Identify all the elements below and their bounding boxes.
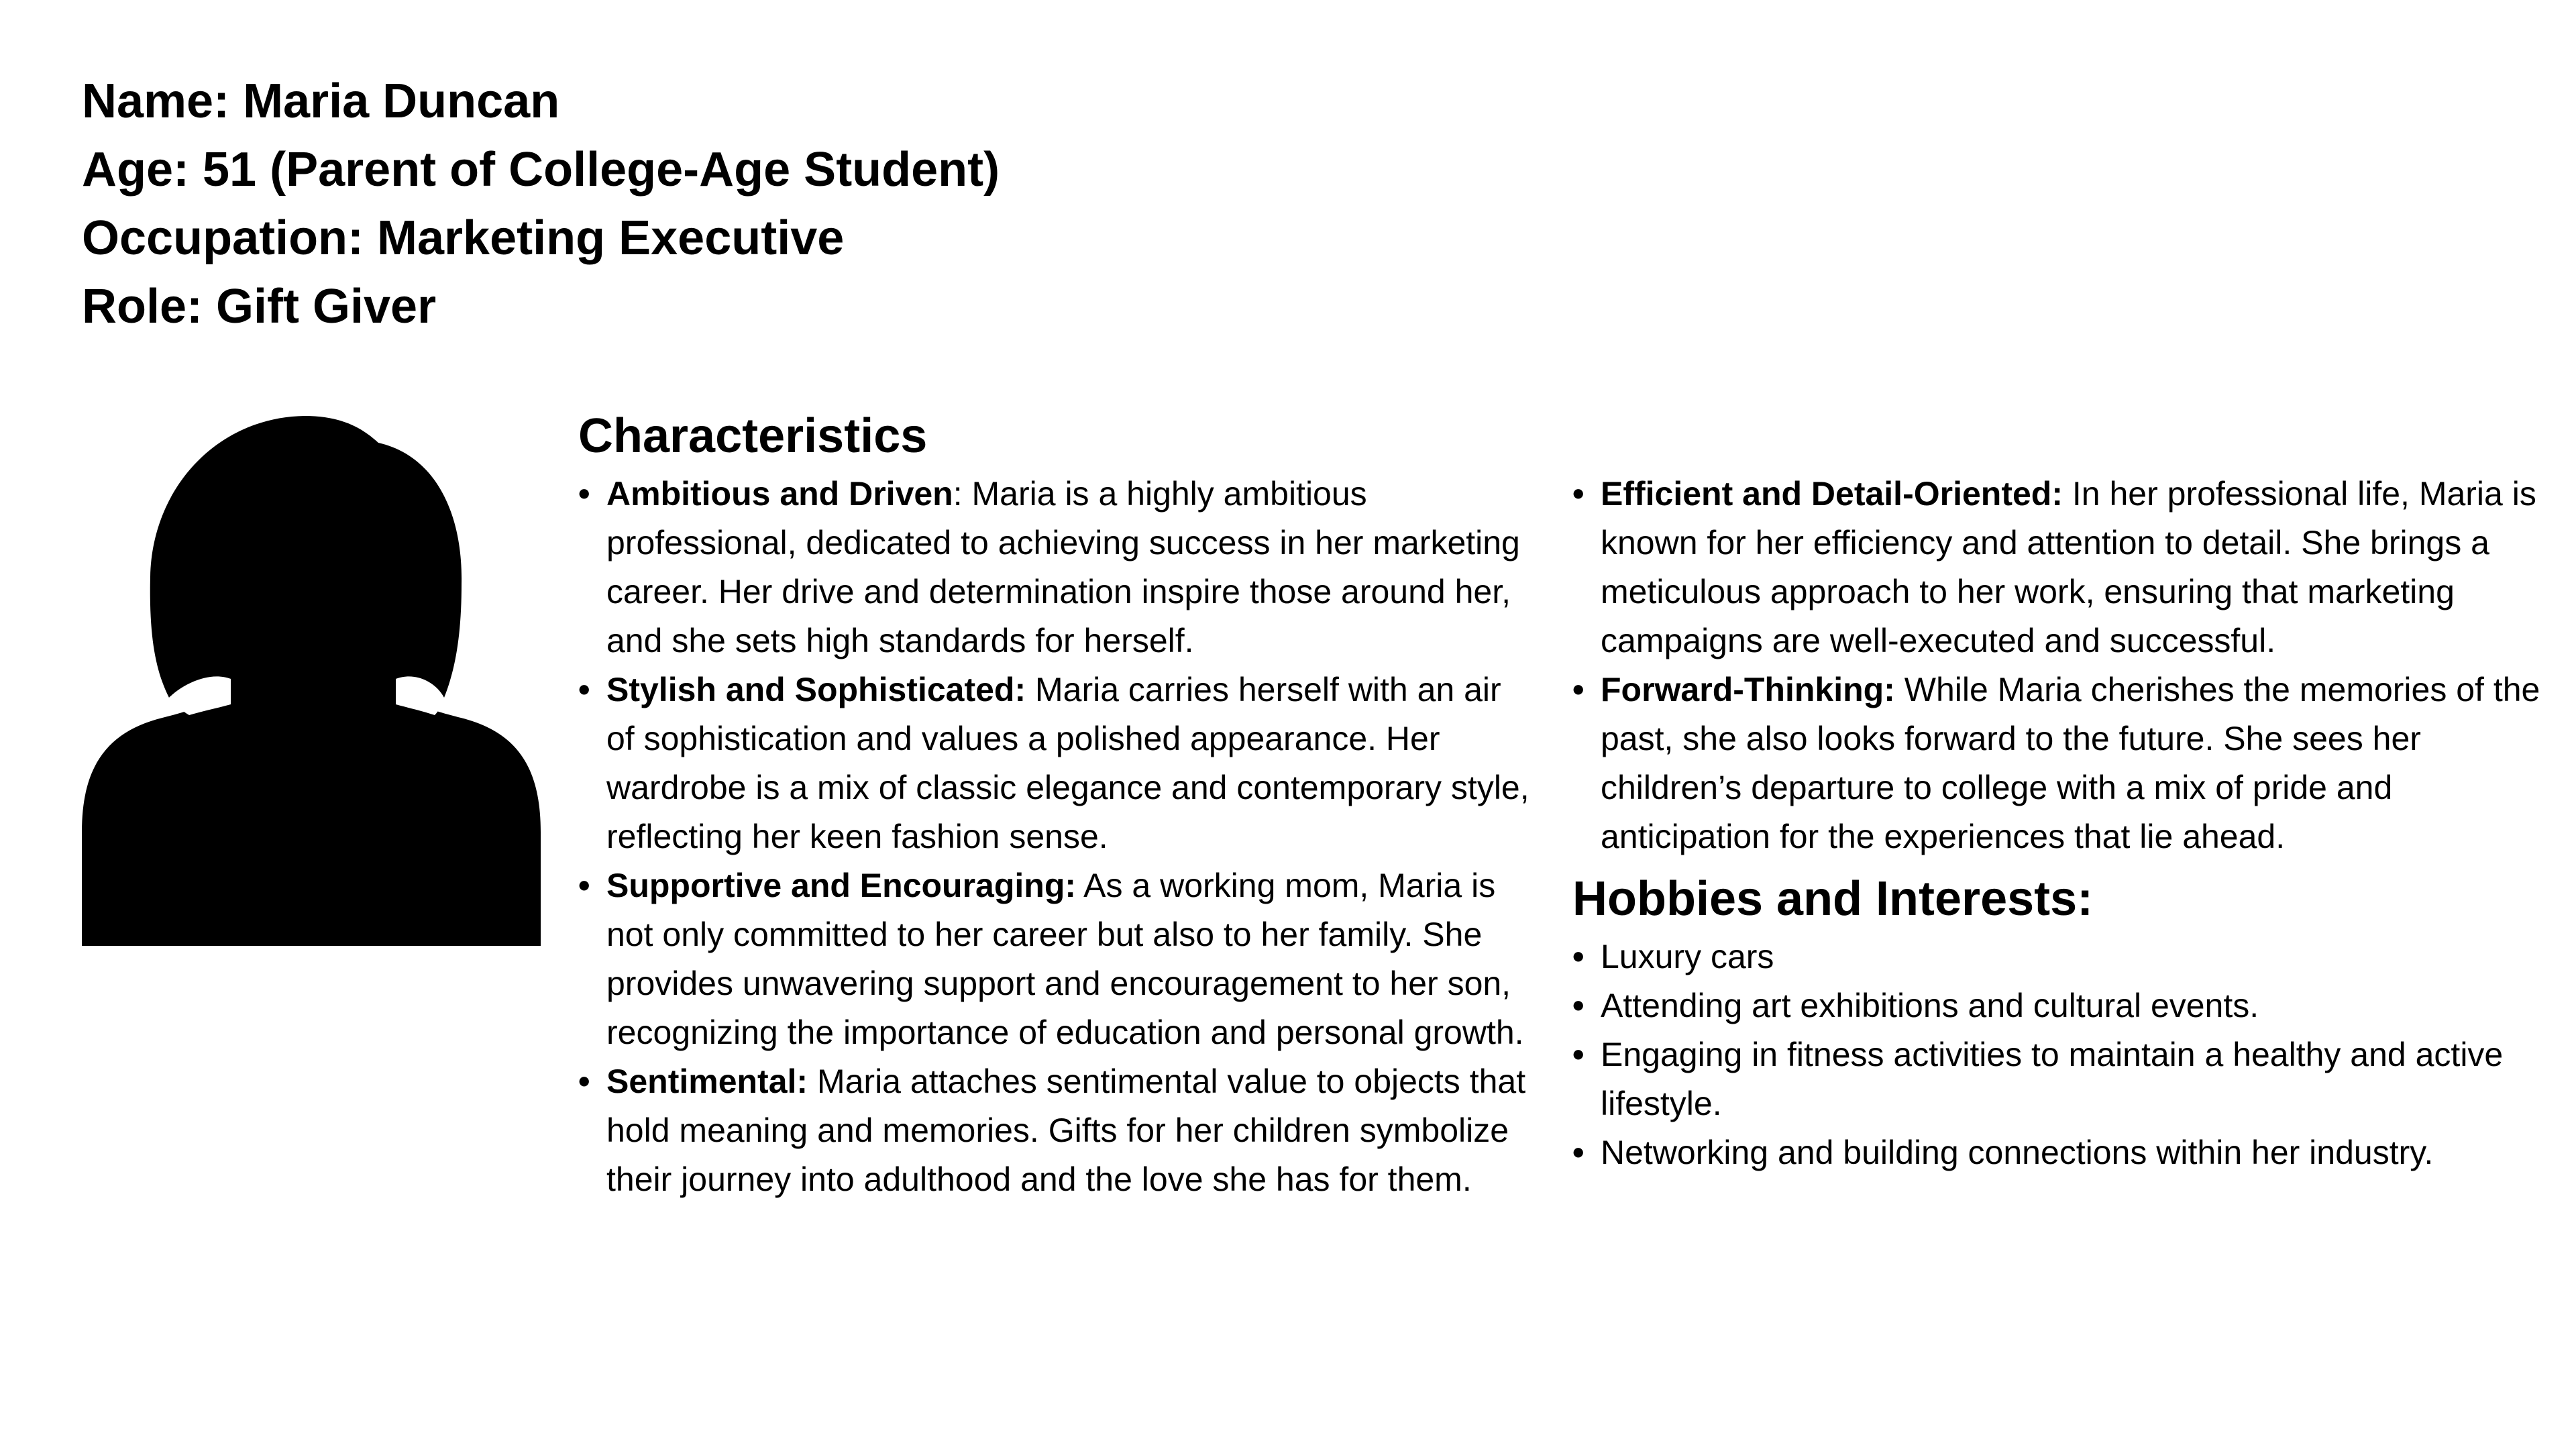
- hobby-text: Networking and building connections within her industry.: [1601, 1134, 2434, 1171]
- list-item: [578, 1057, 1538, 1204]
- list-item: [1572, 665, 2552, 861]
- bullet-icon: •: [578, 867, 590, 904]
- hobby-text: Attending art exhibitions and cultural events.: [1601, 987, 2259, 1024]
- characteristics-list: [578, 470, 1538, 1204]
- bullet-icon: •: [1572, 671, 1585, 708]
- persona-name: Name: Maria Duncan: [82, 74, 560, 128]
- characteristic-separator: [2063, 475, 2072, 513]
- characteristic-label: Sentimental:: [606, 1063, 808, 1100]
- characteristic-text: Maria attaches sentimental value to objects that hold meaning and memories. Gifts for her children symbolize their journey into adulthood and the love she has for them.: [606, 1063, 1526, 1198]
- characteristic-label: Supportive and Encouraging:: [606, 867, 1077, 904]
- bullet-icon: •: [1572, 938, 1585, 975]
- characteristic-text: While Maria cherishes the memories of the past, she also looks forward to the future. She sees her children’s departure to college with a mix of pride and anticipation for the experiences that lie ahead.: [1601, 671, 2540, 855]
- hobbies-list: [1572, 932, 2552, 1177]
- bullet-icon: •: [1572, 1134, 1585, 1171]
- persona-occupation: Occupation: Marketing Executive: [82, 211, 845, 265]
- list-item: [1572, 1128, 2552, 1177]
- characteristic-text: Maria is a highly ambitious professional, dedicated to achieving success in her marketing career. Her drive and determination inspire those around her, and she sets high standards for herself.: [606, 475, 1520, 659]
- hobby-text: Engaging in fitness activities to maintain a healthy and active lifestyle.: [1601, 1036, 2504, 1122]
- list-item: [1572, 470, 2552, 665]
- characteristic-text: Maria carries herself with an air of sophistication and values a polished appearance. Her wardrobe is a mix of classic elegance and contemporary style, reflecting her keen fashion sense.: [606, 671, 1529, 855]
- list-item: [578, 665, 1538, 861]
- characteristic-separator: :: [953, 475, 972, 513]
- characteristic-separator: [808, 1063, 817, 1100]
- list-item: [1572, 981, 2552, 1030]
- characteristics-title: Characteristics: [578, 409, 928, 463]
- list-item: [578, 861, 1538, 1057]
- characteristic-label: Stylish and Sophisticated:: [606, 671, 1026, 708]
- persona-age: Age: 51 (Parent of College-Age Student): [82, 143, 1000, 197]
- persona-role: Role: Gift Giver: [82, 280, 437, 333]
- hobby-text: Luxury cars: [1601, 938, 1774, 975]
- characteristic-text: In her professional life, Maria is known for her efficiency and attention to detail. She brings a meticulous approach to her work, ensuring that marketing campaigns are well-executed and successful.: [1601, 475, 2536, 659]
- list-item: [1572, 1030, 2552, 1128]
- bullet-icon: •: [1572, 475, 1585, 513]
- characteristic-separator: [1026, 671, 1035, 708]
- characteristic-label: Efficient and Detail-Oriented:: [1601, 475, 2063, 513]
- bullet-icon: •: [578, 1063, 590, 1100]
- list-item: [1572, 932, 2552, 981]
- persona-header: [82, 67, 1000, 341]
- list-item: [578, 470, 1538, 665]
- right-column: [1572, 402, 2552, 1177]
- bullet-icon: •: [578, 475, 590, 513]
- characteristic-separator: [1076, 867, 1083, 904]
- characteristic-label: Forward-Thinking:: [1601, 671, 1895, 708]
- characteristics-section: [578, 402, 1538, 1204]
- characteristic-separator: [1895, 671, 1904, 708]
- bullet-icon: •: [1572, 987, 1585, 1024]
- characteristic-label: Ambitious and Driven: [606, 475, 953, 513]
- person-silhouette-icon: [82, 416, 541, 946]
- bullet-icon: •: [578, 671, 590, 708]
- characteristics-list-continued: [1572, 470, 2552, 861]
- bullet-icon: •: [1572, 1036, 1585, 1073]
- characteristic-text: As a working mom, Maria is not only committed to her career but also to her family. She provides unwavering support and encouragement to her son, recognizing the importance of education and personal growth.: [606, 867, 1524, 1051]
- hobbies-title: Hobbies and Interests:: [1572, 872, 2094, 926]
